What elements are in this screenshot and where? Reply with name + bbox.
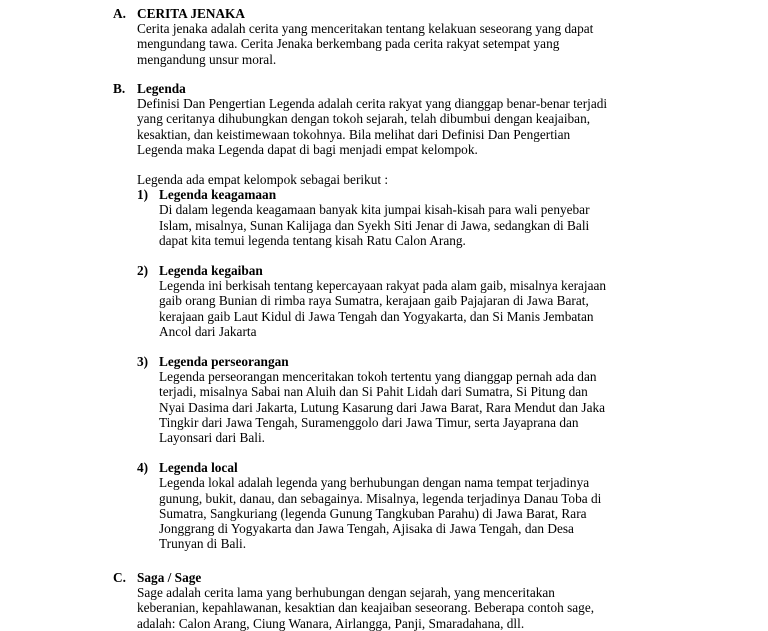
section-paragraph [113, 96, 673, 187]
paragraph-line: gaib orang Bunian di rimba raya Sumatra, kerajaan gaib Pajajaran di Jawa Barat, [159, 293, 589, 309]
paragraph-line: Di dalam legenda keagamaan banyak kita jumpai kisah-kisah para wali penyebar [159, 202, 590, 218]
section-letter: B. [113, 81, 126, 96]
paragraph-line: keberanian, kepahlawanan, kesaktian dan keajaiban seseorang. Beberapa contoh sage, [137, 600, 595, 616]
section-paragraph [113, 21, 673, 67]
list-item-kegaiban [137, 263, 673, 339]
section-title: CERITA JENAKA [137, 6, 245, 21]
paragraph-line: Tingkir dari Jawa Tengah, Suramenggolo dari Jawa Timur, serta Jayaprana dan [159, 414, 579, 430]
paragraph-line: gunung, bukit, danau, dan sebagainya. Misalnya, legenda terjadinya Danau Toba di [159, 490, 602, 506]
list-intro: Legenda ada empat kelompok sebagai berikut : [137, 172, 389, 188]
paragraph-line: Definisi Dan Pengertian Legenda adalah cerita rakyat yang dianggap benar-benar terjadi [137, 96, 608, 112]
paragraph-line: terjadi, misalnya Sabai nan Aluih dan Si Pahit Lidah dari Sumatra, Si Pitung dan [159, 384, 588, 400]
list-item-heading [137, 187, 673, 202]
list-item-number: 1) [137, 187, 149, 203]
list-item-keagamaan [137, 187, 673, 248]
section-heading [113, 81, 673, 96]
list-item-title: Legenda local [159, 460, 238, 476]
list-item-text [137, 475, 673, 551]
section-title: Saga / Sage [137, 570, 202, 585]
paragraph-line: Sage adalah cerita lama yang berhubungan dengan sejarah, yang menceritakan [137, 585, 555, 601]
paragraph-line: Islam, misalnya, Sunan Kalijaga dan Syekh Siti Jenar di Jawa, sedangkan di Bali [159, 217, 590, 233]
list-item-text [137, 369, 673, 445]
section-letter: A. [113, 6, 126, 21]
paragraph-line: Nyai Dasima dari Jakarta, Lutung Kasarung dari Jawa Barat, Rara Mendut dan Jaka [159, 399, 606, 415]
list-item-local [137, 460, 673, 551]
list-item-number: 4) [137, 460, 149, 476]
section-paragraph [113, 585, 673, 631]
list-item-title: Legenda kegaiban [159, 263, 263, 279]
list-item-number: 2) [137, 263, 149, 279]
paragraph-line: Legenda ini berkisah tentang kepercayaan rakyat pada alam gaib, misalnya kerajaan [159, 278, 607, 294]
paragraph-line: Legenda maka Legenda dapat di bagi menjadi empat kelompok. [137, 141, 478, 157]
section-saga [113, 570, 673, 631]
paragraph-line: Sumatra, Sangkuriang (legenda Gunung Tangkuban Parahu) di Jawa Barat, Rara [159, 505, 587, 521]
paragraph-line: Jonggrang di Yogyakarta dan Jawa Tengah, Ajisaka di Jawa Tengah, dan Desa [159, 521, 574, 537]
section-legenda [113, 81, 673, 551]
section-heading [113, 6, 673, 21]
section-letter: C. [113, 570, 126, 585]
list-item-title: Legenda perseorangan [159, 354, 289, 370]
paragraph-line: yang ceritanya dihubungkan dengan tokoh sejarah, telah dibumbui dengan keajaiban, [137, 111, 591, 127]
list-item-number: 3) [137, 354, 149, 370]
paragraph-line: kesaktian, dan keistimewaan tokohnya. Bila melihat dari Definisi Dan Pengertian [137, 126, 571, 142]
paragraph-line: Cerita jenaka adalah cerita yang menceritakan tentang kelakuan seseorang yang dapat [137, 21, 594, 37]
section-cerita-jenaka [113, 6, 673, 67]
section-title: Legenda [137, 81, 186, 96]
list-item-heading [137, 263, 673, 278]
paragraph-line: mengandung unsur moral. [137, 51, 277, 67]
paragraph-line: Legenda perseorangan menceritakan tokoh tertentu yang dianggap pernah ada dan [159, 369, 597, 385]
paragraph-line: Legenda lokal adalah legenda yang berhubungan dengan nama tempat terjadinya [159, 475, 590, 491]
paragraph-line: Layonsari dari Bali. [159, 430, 265, 446]
list-item-heading [137, 460, 673, 475]
list-item-text [137, 278, 673, 339]
list-item-text [137, 202, 673, 248]
list-item-title: Legenda keagamaan [159, 187, 277, 203]
paragraph-line: kerajaan gaib Laut Kidul di Jawa Tengah dan Yogyakarta, dan Si Manis Jembatan [159, 308, 594, 324]
list-item-heading [137, 354, 673, 369]
paragraph-line: dapat kita temui legenda tentang kisah Ratu Calon Arang. [159, 232, 466, 248]
paragraph-line: Ancol dari Jakarta [159, 323, 257, 339]
section-heading [113, 570, 673, 585]
paragraph-line: mengundang tawa. Cerita Jenaka berkembang pada cerita rakyat setempat yang [137, 36, 560, 52]
list-item-perseorangan [137, 354, 673, 445]
paragraph-line: Trunyan di Bali. [159, 536, 247, 552]
paragraph-line: adalah: Calon Arang, Ciung Wanara, Airlangga, Panji, Smaradahana, dll. [137, 615, 525, 631]
